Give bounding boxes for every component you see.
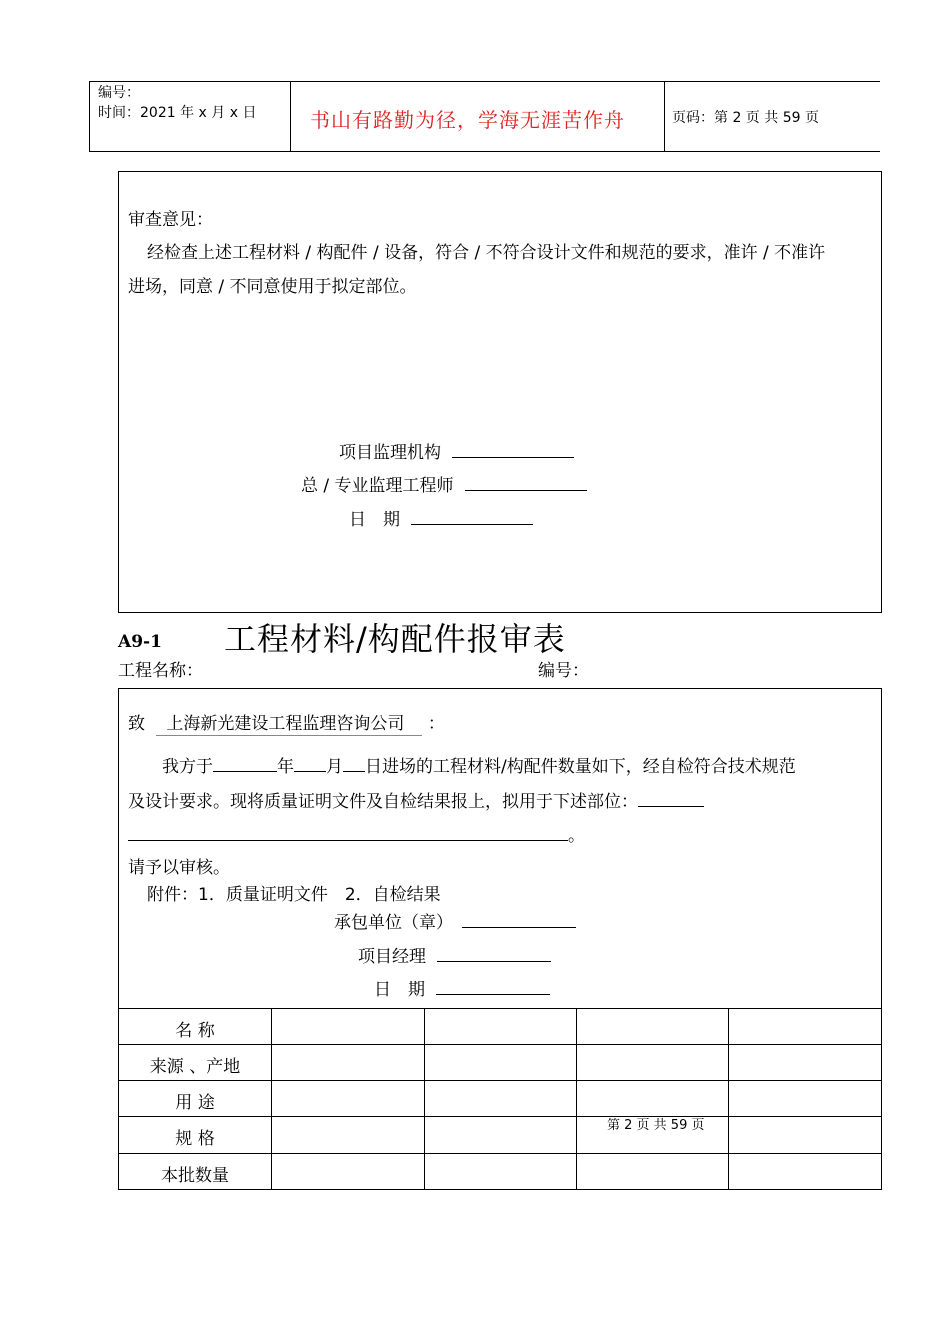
table-col-divider <box>424 1008 425 1190</box>
table-top-border <box>118 1008 882 1009</box>
form-number-label: 编号： <box>538 661 589 681</box>
statement-line3 <box>128 821 585 846</box>
year-blank <box>213 754 277 772</box>
doc-time-label: 时间：2021 年 x 月 x 日 <box>98 105 257 121</box>
statement-line1 <box>162 752 796 777</box>
page-header <box>89 81 880 152</box>
row-label-name: 名 称 <box>175 1021 215 1041</box>
addressee-row <box>128 709 445 736</box>
table-row-divider <box>118 1153 882 1154</box>
project-manager-blank <box>437 944 551 962</box>
day-blank <box>343 754 365 772</box>
form-title: 工程材料/构配件报审表 <box>224 620 566 658</box>
table-col-divider <box>576 1008 577 1190</box>
request-review: 请予以审核。 <box>128 858 230 878</box>
table-col-divider <box>271 1008 272 1190</box>
project-manager-label: 项目经理 <box>358 947 426 967</box>
supervision-org-blank <box>452 440 574 458</box>
contractor-row <box>334 908 576 933</box>
form-date-row <box>374 975 550 1000</box>
supervising-engineer-row <box>301 471 587 496</box>
review-body-line1: 经检查上述工程材料 / 构配件 / 设备，符合 / 不符合设计文件和规范的要求，准许 / 不准许 <box>147 243 826 263</box>
contractor-label: 承包单位（章） <box>334 913 453 933</box>
statement-line2 <box>128 787 704 812</box>
supervising-engineer-blank <box>465 473 587 491</box>
location-blank-2 <box>128 823 568 841</box>
addressee-company: 上海新光建设工程监理咨询公司 <box>156 709 422 736</box>
addressee-suffix: ： <box>427 714 445 734</box>
statement-part-2: 及设计要求。现将质量证明文件及自检结果报上，拟用于下述部位： <box>128 792 638 812</box>
statement-part-a: 我方于 <box>162 757 213 777</box>
location-blank <box>638 789 704 807</box>
table-row-divider <box>118 1044 882 1045</box>
review-date-blank <box>411 507 533 525</box>
project-manager-row <box>358 942 551 967</box>
form-date-label: 日 期 <box>374 980 425 1000</box>
review-date-row <box>349 505 533 530</box>
row-label-quantity: 本批数量 <box>161 1166 229 1186</box>
statement-end: 。 <box>568 826 585 846</box>
supervising-engineer-label: 总 / 专业监理工程师 <box>301 476 454 496</box>
review-date-label: 日 期 <box>349 510 400 530</box>
row-label-origin: 来源 、产地 <box>149 1057 241 1077</box>
motto-cell <box>290 82 665 151</box>
footer-page-number: 第 2 页 共 59 页 <box>607 1118 705 1133</box>
statement-part-d: 日进场的工程材料/构配件数量如下，经自检符合技术规范 <box>365 757 796 777</box>
table-row-divider <box>118 1116 882 1117</box>
contractor-blank <box>462 910 576 928</box>
page-label: 页码：第 2 页 共 59 页 <box>672 110 819 126</box>
attachments: 附件：1．质量证明文件 2．自检结果 <box>147 885 441 905</box>
statement-year: 年 <box>277 757 294 777</box>
doc-number-label: 编号： <box>98 85 140 101</box>
review-heading: 审查意见： <box>128 210 213 230</box>
motto-text: 书山有路勤为径，学海无涯苦作舟 <box>310 108 625 132</box>
table-row-divider <box>118 1080 882 1081</box>
form-date-blank <box>436 977 550 995</box>
project-name-label: 工程名称： <box>118 661 203 681</box>
form-code: A9-1 <box>118 632 162 652</box>
row-label-usage: 用 途 <box>175 1093 215 1113</box>
row-label-spec: 规 格 <box>175 1129 215 1149</box>
addressee-prefix: 致 <box>128 714 145 734</box>
supervision-org-row <box>339 438 574 463</box>
review-body-line2: 进场，同意 / 不同意使用于拟定部位。 <box>128 277 417 297</box>
statement-month: 月 <box>326 757 343 777</box>
table-col-divider <box>728 1008 729 1190</box>
month-blank <box>294 754 326 772</box>
supervision-org-label: 项目监理机构 <box>339 443 441 463</box>
